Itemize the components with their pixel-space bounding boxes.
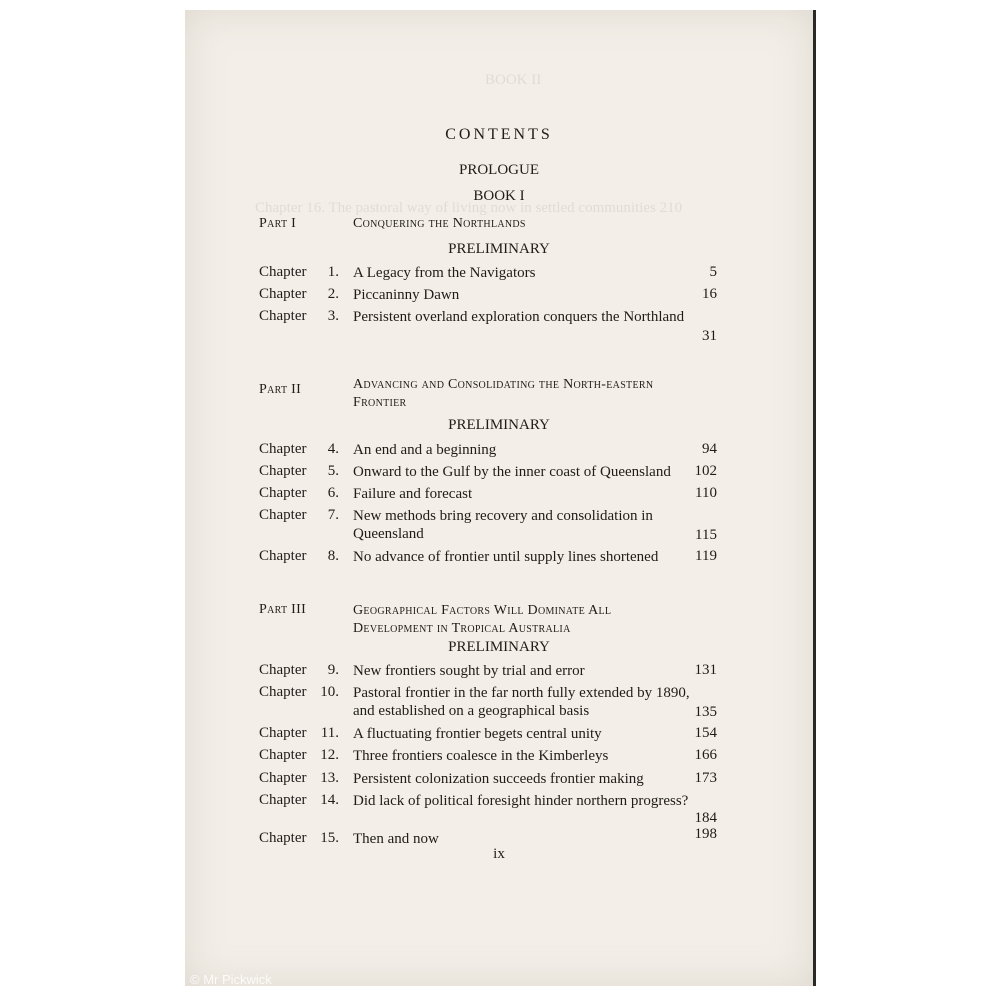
chapter-row	[259, 264, 717, 284]
page-number: 198	[694, 826, 717, 842]
page-number: 110	[695, 485, 717, 501]
page-number: 131	[694, 662, 717, 678]
page-number: 119	[695, 548, 717, 564]
chapter-word: Chapter	[259, 441, 307, 457]
part-label: Part I	[259, 216, 297, 231]
chapter-row	[259, 463, 717, 483]
chapter-word: Chapter	[259, 463, 307, 479]
chapter-word: Chapter	[259, 830, 307, 846]
chapter-title: Persistent overland exploration conquers the Northland	[353, 309, 685, 325]
watermark-credit: © Mr Pickwick	[190, 972, 272, 987]
page-number: 135	[694, 704, 717, 720]
preliminary-heading: PRELIMINARY	[448, 417, 550, 433]
chapter-word: Chapter	[259, 792, 307, 808]
chapter-title: Pastoral frontier in the far north fully extended by 1890, and established on a geographical basis	[353, 685, 690, 719]
chapter-word: Chapter	[259, 684, 307, 700]
chapter-title: No advance of frontier until supply lines shortened	[353, 549, 659, 565]
chapter-number: 5.	[327, 463, 339, 479]
chapter-word: Chapter	[259, 264, 307, 280]
page-number: 154	[694, 725, 717, 741]
chapter-number: 7.	[327, 507, 339, 523]
chapter-row	[259, 662, 717, 682]
page-folio: ix	[493, 846, 505, 862]
book-spine-shadow	[813, 10, 816, 986]
page-number: 31	[702, 328, 717, 344]
bleed-through-text: BOOK II	[485, 72, 542, 88]
chapter-title: Onward to the Gulf by the inner coast of Queensland	[353, 464, 671, 480]
chapter-word: Chapter	[259, 662, 307, 678]
chapter-number: 8.	[327, 548, 339, 564]
chapter-number: 3.	[327, 308, 339, 324]
chapter-word: Chapter	[259, 308, 307, 324]
part-title: Advancing and Consolidating the North-eastern Frontier	[353, 377, 654, 410]
page-number: 115	[695, 527, 717, 543]
chapter-number: 10.	[320, 684, 339, 700]
chapter-number: 4.	[327, 441, 339, 457]
chapter-title: Piccaninny Dawn	[353, 287, 460, 303]
page-number: 102	[694, 463, 717, 479]
page-number: 184	[694, 810, 717, 826]
page-number: 5	[709, 264, 717, 280]
page-number: 16	[702, 286, 717, 302]
part-label: Part III	[259, 602, 307, 617]
chapter-number: 9.	[327, 662, 339, 678]
chapter-word: Chapter	[259, 747, 307, 763]
chapter-word: Chapter	[259, 725, 307, 741]
bleed-through-text: Chapter 16. The pastoral way of living now in settled communities 210	[255, 200, 683, 216]
chapter-title: Failure and forecast	[353, 486, 473, 502]
page-number: 94	[702, 441, 717, 457]
chapter-word: Chapter	[259, 770, 307, 786]
prologue-heading: PROLOGUE	[458, 162, 539, 178]
part-title: Geographical Factors Will Dominate All Development in Tropical Australia	[353, 603, 612, 636]
chapter-title: New methods bring recovery and consolidation in Queensland	[353, 508, 653, 542]
page-title: CONTENTS	[445, 126, 553, 143]
chapter-row	[259, 684, 717, 724]
preliminary-heading: PRELIMINARY	[448, 639, 550, 655]
preliminary-heading: PRELIMINARY	[448, 241, 550, 257]
chapter-title: Three frontiers coalesce in the Kimberleys	[353, 748, 609, 764]
chapter-number: 6.	[327, 485, 339, 501]
chapter-word: Chapter	[259, 286, 307, 302]
chapter-title: Then and now	[353, 831, 439, 847]
chapter-number: 1.	[327, 264, 339, 280]
chapter-title: An end and a beginning	[353, 442, 497, 458]
chapter-row	[259, 725, 717, 745]
chapter-row	[259, 485, 717, 505]
chapter-title: Did lack of political foresight hinder northern progress?	[353, 793, 689, 809]
chapter-row	[259, 308, 717, 348]
chapter-number: 12.	[320, 747, 339, 763]
part-title: Conquering the Northlands	[353, 216, 526, 231]
chapter-title: New frontiers sought by trial and error	[353, 663, 585, 679]
chapter-row	[259, 286, 717, 306]
chapter-number: 11.	[320, 725, 339, 741]
chapter-number: 15.	[320, 830, 339, 846]
chapter-title: Persistent colonization succeeds frontier making	[353, 771, 644, 787]
chapter-word: Chapter	[259, 485, 307, 501]
chapter-row	[259, 747, 717, 767]
chapter-number: 2.	[327, 286, 339, 302]
contents-page	[185, 10, 813, 986]
chapter-word: Chapter	[259, 548, 307, 564]
chapter-row	[259, 792, 717, 832]
part-label: Part II	[259, 382, 302, 397]
chapter-title: A fluctuating frontier begets central unity	[353, 726, 602, 742]
chapter-word: Chapter	[259, 507, 307, 523]
page-number: 166	[694, 747, 717, 763]
page-number: 173	[694, 770, 717, 786]
book-heading: BOOK I	[473, 188, 525, 204]
chapter-row	[259, 548, 717, 568]
chapter-title: A Legacy from the Navigators	[353, 265, 536, 281]
chapter-row	[259, 507, 717, 547]
chapter-row	[259, 441, 717, 461]
chapter-row	[259, 770, 717, 790]
chapter-number: 13.	[320, 770, 339, 786]
chapter-number: 14.	[320, 792, 339, 808]
